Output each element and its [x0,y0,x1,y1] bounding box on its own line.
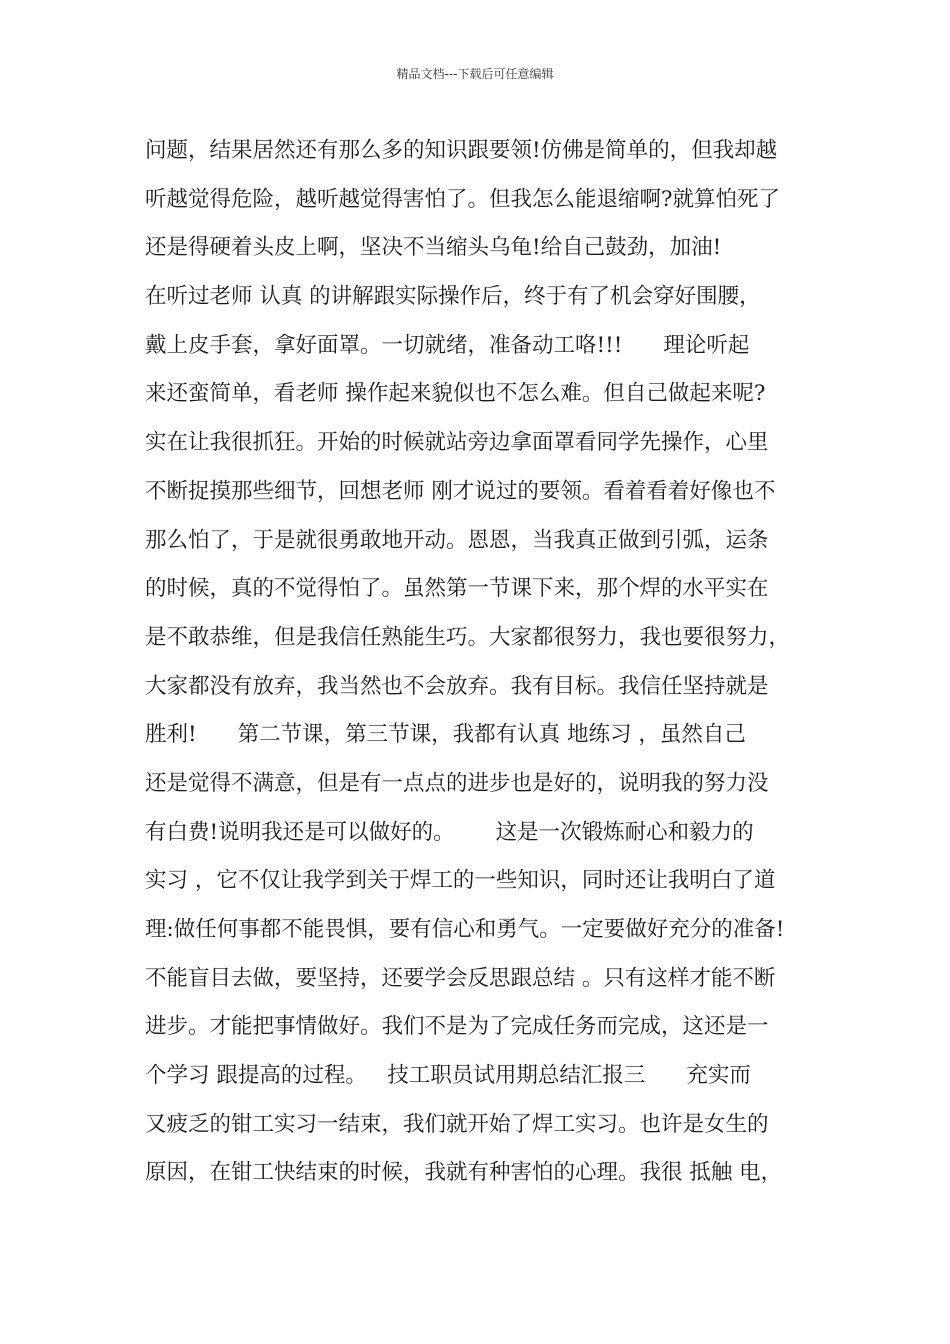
text-line: 又疲乏的钳工实习一结束，我们就开始了焊工实习。也许是女生的 [145,1111,769,1137]
text-line: 理:做任何事都不能畏惧，要有信心和勇气。一定要做好充分的准备! [145,917,785,942]
text-line: 大家都没有放弃，我当然也不会放弃。我有目标。我信任坚持就是 [145,673,769,699]
text-line: 实习 ，它不仅让我学到关于焊工的一些知识，同时还让我明白了道 [145,868,776,894]
text-line: 是不敢恭维，但是我信任熟能生巧。大家都很努力，我也要很努力， [145,624,791,650]
text-line: 还是得硬着头皮上啊，坚决不当缩头乌龟!给自己鼓劲，加油! [145,235,722,261]
text-line: 问题，结果居然还有那么多的知识跟要领!仿佛是简单的，但我却越 [145,138,778,163]
text-line: 还是觉得不满意，但是有一点点的进步也是好的，说明我的努力没 [145,770,769,796]
text-line: 听越觉得危险，越听越觉得害怕了。但我怎么能退缩啊?就算怕死了 [145,186,781,212]
document-body [145,131,835,1202]
text-line: 那么怕了，于是就很勇敢地开动。恩恩，当我真正做到引弧，运条 [145,527,769,553]
text-line: 的时候，真的不觉得怕了。虽然第一节课下来，那个焊的水平实在 [145,576,769,602]
text-line: 原因，在钳工快结束的时候，我就有种害怕的心理。我很 抵触 电， [145,1160,783,1186]
text-line: 胜利! 第二节课，第三节课，我都有认真 地练习 ，虽然自己 [145,722,746,748]
text-line: 不断捉摸那些细节，回想老师 刚才说过的要领。看着看着好像也不 [145,478,776,504]
text-line: 来还蛮简单，看老师 操作起来貌似也不怎么难。但自己做起来呢? [145,381,766,407]
text-line: 实在让我很抓狂。开始的时候就站旁边拿面罩看同学先操作，心里 [145,430,769,456]
text-line: 有白费!说明我还是可以做好的。 这是一次锻炼耐心和毅力的 [145,819,754,845]
text-line: 个学习 跟提高的过程。 技工职员试用期总结汇报三 充实而 [145,1063,751,1089]
text-line: 不能盲目去做，要坚持，还要学会反思跟总结 。只有这样才能不断 [145,965,776,991]
text-line: 在听过老师 认真 的讲解跟实际操作后，终于有了机会穿好围腰， [145,284,761,310]
text-line: 进步。才能把事情做好。我们不是为了完成任务而完成，这还是一 [145,1014,769,1040]
page-header: 精品文档---下载后可任意编辑 [396,67,554,81]
text-line: 戴上皮手套，拿好面罩。一切就绪，准备动工咯!!! 理论听起 [145,332,750,358]
